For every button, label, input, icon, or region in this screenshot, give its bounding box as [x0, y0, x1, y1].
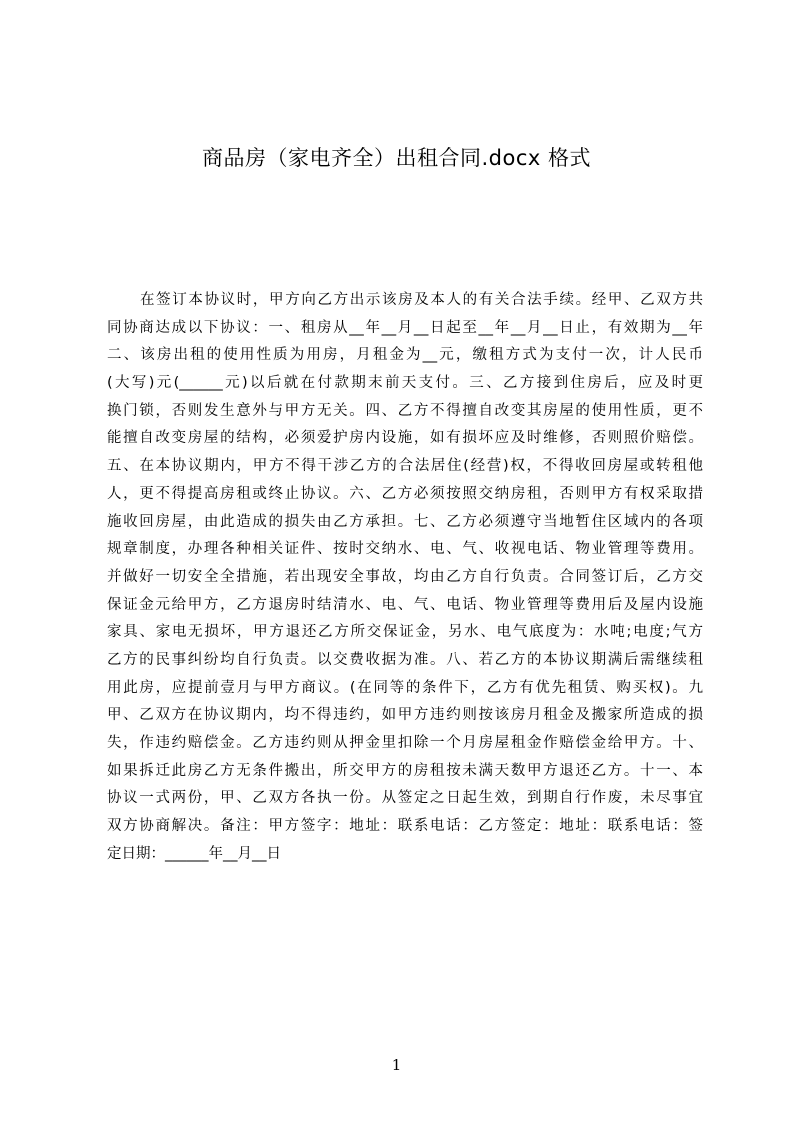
contract-body: [107, 287, 703, 868]
body-line: 同协商达成以下协议：一、租房从__年__月__日起至__年__月__日止，有效期为__年: [107, 319, 703, 336]
body-line: 规章制度，办理各种相关证件、按时交纳水、电、气、收视电话、物业管理等费用。: [107, 541, 703, 558]
body-line: 并做好一切安全全措施，若出现安全事故，均由乙方自行负责。合同签订后，乙方交: [107, 568, 703, 585]
body-line: 双方协商解决。备注：甲方签字：地址：联系电话：乙方签定：地址：联系电话：签: [107, 818, 703, 835]
body-line: 能擅自改变房屋的结构，必须爱护房内设施，如有损坏应及时维修，否则照价赔偿。: [107, 430, 703, 447]
body-line: 在签订本协议时，甲方向乙方出示该房及本人的有关合法手续。经甲、乙双方共: [140, 292, 703, 308]
page-number: 1: [391, 1056, 402, 1074]
body-line: 定日期：______年__月__日: [107, 845, 281, 862]
body-line: 协议一式两份，甲、乙双方各执一份。从签定之日起生效，到期自行作废，未尽事宜: [107, 790, 703, 807]
body-line: 家具、家电无损坏，甲方退还乙方所交保证金，另水、电气底度为：水吨;电度;气方: [107, 624, 703, 641]
body-line: 如果拆迁此房乙方无条件搬出，所交甲方的房租按未满天数甲方退还乙方。十一、本: [107, 762, 703, 779]
body-line: 五、在本协议期内，甲方不得干涉乙方的合法居住(经营)权，不得收回房屋或转租他: [107, 458, 703, 475]
document-title: 商品房（家电齐全）出租合同.docx 格式: [201, 146, 591, 170]
body-line: 用此房，应提前壹月与甲方商议。(在同等的条件下，乙方有优先租赁、购买权)。九: [107, 679, 703, 696]
body-line: 人，更不得提高房租或终止协议。六、乙方必须按照交纳房租，否则甲方有权采取措: [107, 485, 703, 502]
body-line: 乙方的民事纠纷均自行负责。以交费收据为准。八、若乙方的本协议期满后需继续租: [107, 651, 703, 668]
body-line: 保证金元给甲方，乙方退房时结清水、电、气、电话、物业管理等费用后及屋内设施: [107, 596, 703, 613]
body-line: 施收回房屋，由此造成的损失由乙方承担。七、乙方必须遵守当地暂住区域内的各项: [107, 513, 703, 530]
body-line: 失，作违约赔偿金。乙方违约则从押金里扣除一个月房屋租金作赔偿金给甲方。十、: [107, 735, 703, 751]
body-line: (大写)元(______元)以后就在付款期末前天支付。三、乙方接到住房后，应及时更: [107, 375, 703, 392]
body-line: 换门锁，否则发生意外与甲方无关。四、乙方不得擅自改变其房屋的使用性质，更不: [107, 402, 703, 419]
body-line: 甲、乙双方在协议期内，均不得违约，如甲方违约则按该房月租金及搬家所造成的损: [107, 707, 703, 724]
body-line: 二、该房出租的使用性质为用房，月租金为__元，缴租方式为支付一次，计人民币: [107, 347, 703, 364]
